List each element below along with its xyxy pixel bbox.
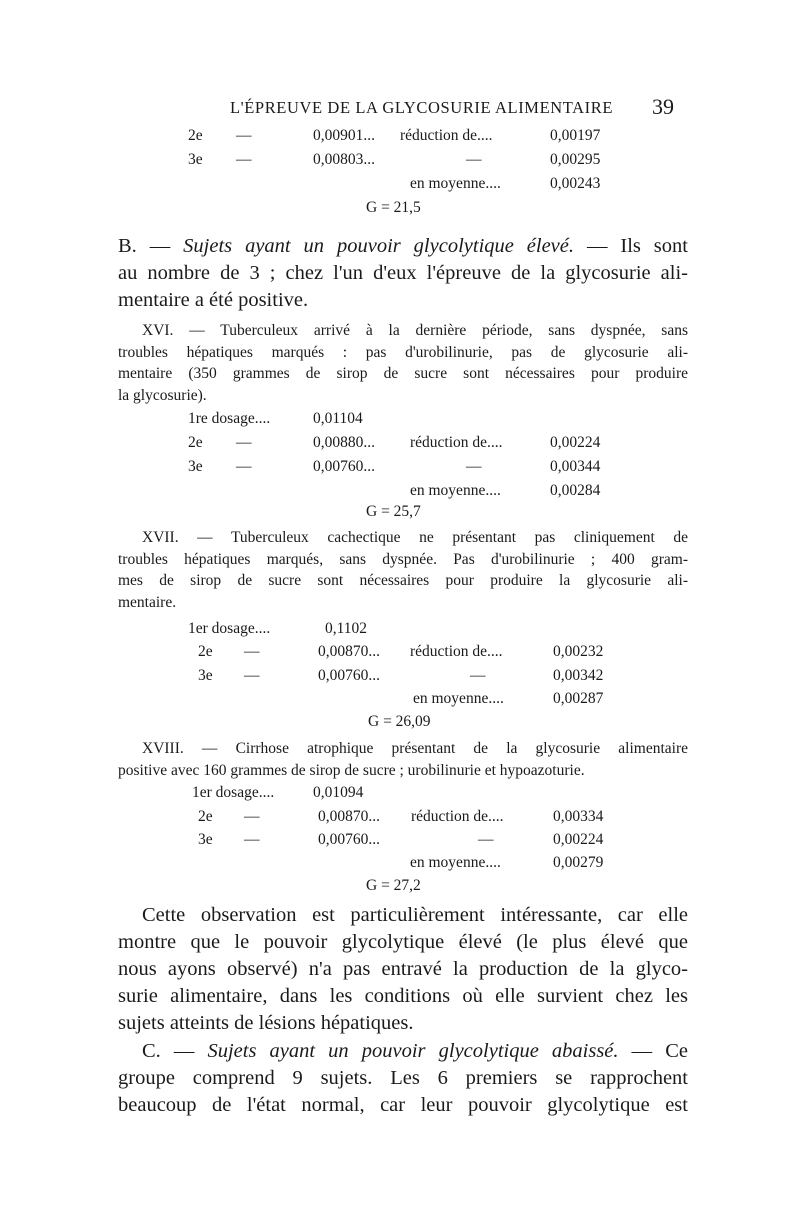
row-dash: — <box>236 434 252 451</box>
moyenne-label: en moyenne.... <box>410 854 501 871</box>
row-value: 0,00901... <box>313 127 375 144</box>
section-b-paragraph <box>118 233 688 314</box>
paragraph-line: XVI. — Tuberculeux arrivé à la dernière période, sans dyspnée, sans <box>142 322 688 339</box>
row-value: 0,00870... <box>318 808 380 825</box>
page-number: 39 <box>652 94 674 119</box>
row-dash: — <box>244 667 260 684</box>
row-result: 0,00295 <box>550 151 601 168</box>
row-label: 2e <box>198 808 213 825</box>
paragraph-line: mentaire (350 grammes de sirop de sucre sont nécessaires pour produire <box>118 365 688 382</box>
row-reduction: — <box>470 667 486 684</box>
row-result: 0,00224 <box>550 434 601 451</box>
moyenne-label: en moyenne.... <box>410 175 501 192</box>
first-dosage-label: 1er dosage.... <box>188 620 271 637</box>
row-value: 0,00880... <box>313 434 375 451</box>
g-value: G = 25,7 <box>366 503 421 520</box>
row-result: 0,00344 <box>550 458 601 475</box>
paragraph-line: surie alimentaire, dans les conditions où elle survient chez les <box>118 985 688 1007</box>
paragraph-line: au nombre de 3 ; chez l'un d'eux l'épreuve de la glycosurie ali- <box>118 262 688 284</box>
paragraph-line: groupe comprend 9 sujets. Les 6 premiers se rapprochent <box>118 1067 688 1089</box>
paragraph-line: montre que le pouvoir glycolytique élevé (le plus élevé que <box>118 931 688 953</box>
paragraph-line: troubles hépatiques marqués, sans dyspnée. Pas d'urobilinurie ; 400 gram- <box>118 550 688 568</box>
paragraph-line: mes de sirop de sucre sont nécessaires pour produire la glycosurie ali- <box>118 572 688 589</box>
g-value: G = 27,2 <box>366 877 421 894</box>
paragraph-line: Cette observation est particulièrement intéressante, car elle <box>142 904 688 926</box>
g-value: G = 26,09 <box>368 713 431 730</box>
row-label: 3e <box>198 831 213 848</box>
row-label: 3e <box>198 667 213 684</box>
row-dash: — <box>236 458 252 475</box>
first-dosage-value: 0,01094 <box>313 784 364 801</box>
row-value: 0,00870... <box>318 643 380 660</box>
running-header: L'ÉPREUVE DE LA GLYCOSURIE ALIMENTAIRE <box>230 98 614 117</box>
row-reduction: réduction de.... <box>410 434 503 451</box>
first-dosage-value: 0,1102 <box>325 620 368 637</box>
paragraph-line: troubles hépatiques marqués : pas d'urobilinurie, pas de glycosurie ali- <box>118 343 688 361</box>
row-result: 0,00232 <box>553 643 604 660</box>
paragraph-line: B. — Sujets ayant un pouvoir glycolytique élevé. — Ils sont <box>118 235 688 257</box>
row-result: 0,00224 <box>553 831 604 848</box>
row-dash: — <box>236 127 252 144</box>
row-result: 0,00334 <box>553 808 604 825</box>
row-reduction: réduction de.... <box>410 643 503 660</box>
paragraph-line: mentaire a été positive. <box>118 289 309 311</box>
row-reduction: réduction de.... <box>400 127 493 144</box>
row-label: 2e <box>198 643 213 660</box>
row-label: 3e <box>188 151 203 168</box>
row-dash: — <box>244 643 260 660</box>
row-value: 0,00803... <box>313 151 375 168</box>
paragraph-line: XVIII. — Cirrhose atrophique présentant de la glycosurie alimentaire <box>142 740 688 757</box>
paragraph-line: XVII. — Tuberculeux cachectique ne présentant pas cliniquement de <box>142 529 688 546</box>
case-xviii-description <box>118 738 688 781</box>
row-reduction: — <box>466 151 482 168</box>
section-heading: Sujets ayant un pouvoir glycolytique abaissé. <box>207 1040 619 1062</box>
moyenne-value: 0,00284 <box>550 482 601 499</box>
paragraph-line: la glycosurie). <box>118 386 207 404</box>
first-dosage-label: 1re dosage.... <box>188 410 271 427</box>
row-dash: — <box>244 831 260 848</box>
paragraph-line: nous ayons observé) n'a pas entravé la production de la glyco- <box>118 958 688 980</box>
row-value: 0,00760... <box>313 458 375 475</box>
paragraph-line: positive avec 160 grammes de sirop de sucre ; urobilinurie et hypoazoturie. <box>118 761 585 779</box>
row-reduction: réduction de.... <box>411 808 504 825</box>
moyenne-value: 0,00287 <box>553 690 604 707</box>
row-value: 0,00760... <box>318 667 380 684</box>
moyenne-label: en moyenne.... <box>410 482 501 499</box>
first-dosage-label: 1er dosage.... <box>192 784 275 801</box>
first-dosage-value: 0,01104 <box>313 410 363 427</box>
moyenne-label: en moyenne.... <box>413 690 504 707</box>
section-heading: Sujets ayant un pouvoir glycolytique élevé. <box>183 235 575 257</box>
observation-paragraph <box>118 902 688 1037</box>
row-value: 0,00760... <box>318 831 380 848</box>
case-xvii-description <box>118 527 688 613</box>
moyenne-value: 0,00243 <box>550 175 601 192</box>
paragraph-line: sujets atteints de lésions hépatiques. <box>118 1012 414 1034</box>
row-label: 3e <box>188 458 203 475</box>
row-reduction: — <box>478 831 494 848</box>
section-c-paragraph <box>118 1038 688 1119</box>
paragraph-line: C. — Sujets ayant un pouvoir glycolytique abaissé. — Ce <box>142 1040 688 1062</box>
row-dash: — <box>244 808 260 825</box>
row-reduction: — <box>466 458 482 475</box>
moyenne-value: 0,00279 <box>553 854 604 871</box>
paragraph-line: beaucoup de l'état normal, car leur pouvoir glycolytique est <box>118 1094 688 1116</box>
paragraph-line: mentaire. <box>118 593 177 611</box>
row-dash: — <box>236 151 252 168</box>
row-result: 0,00342 <box>553 667 604 684</box>
row-result: 0,00197 <box>550 127 601 144</box>
row-label: 2e <box>188 434 203 451</box>
case-xvi-description <box>118 320 688 406</box>
row-label: 2e <box>188 127 203 144</box>
g-value: G = 21,5 <box>366 199 421 216</box>
